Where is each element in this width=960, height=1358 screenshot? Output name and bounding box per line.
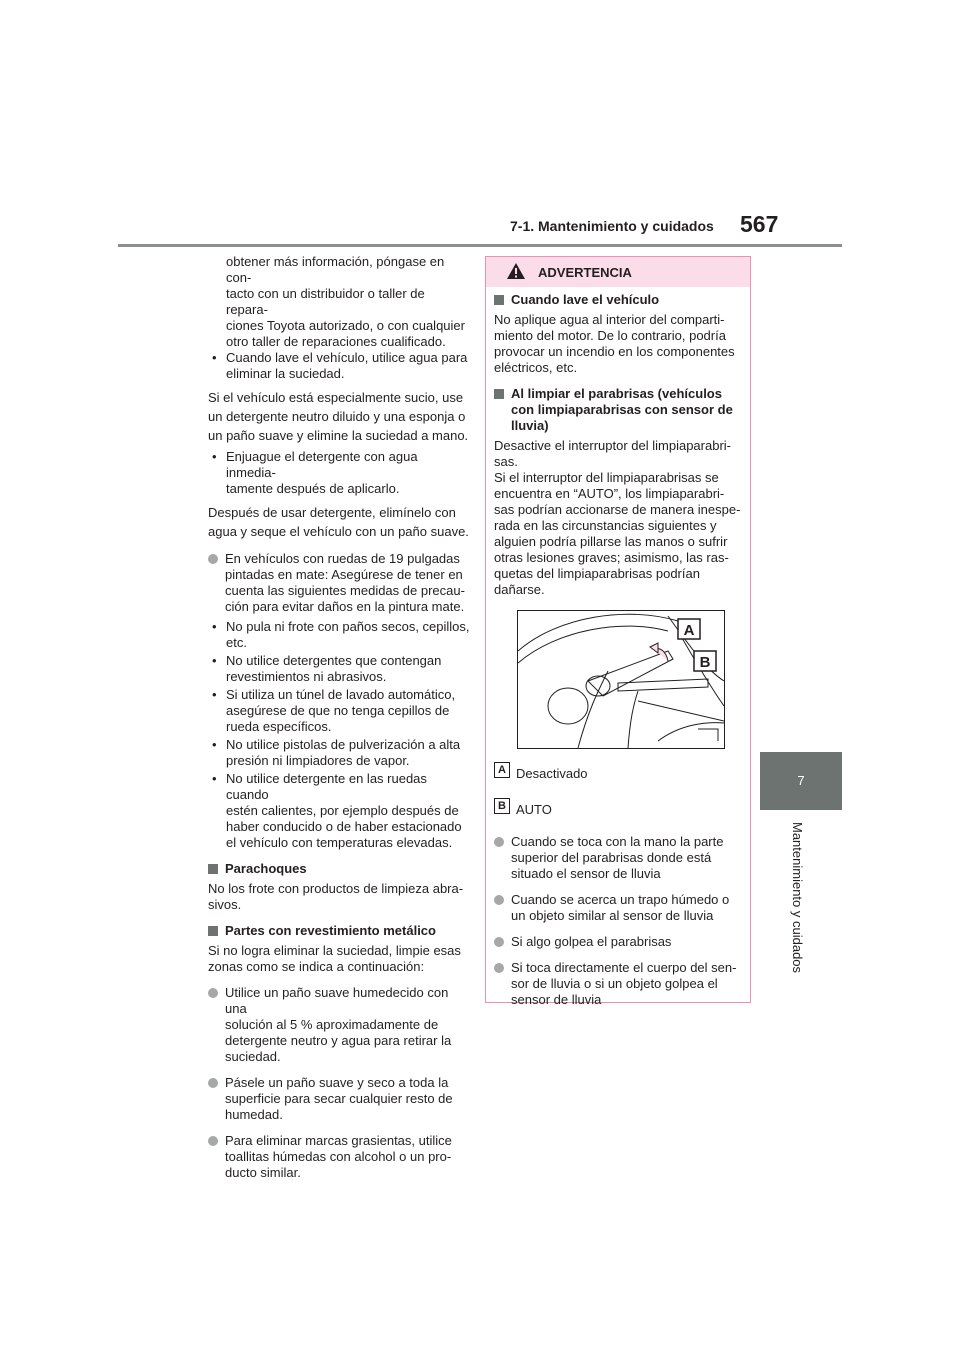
metal-dot: Para eliminar marcas grasientas, utilice toallitas húmedas con alcohol o un pro- ducto similar. <box>208 1133 470 1181</box>
left-column <box>208 254 470 1185</box>
warning-dot: Si algo golpea el parabrisas <box>494 934 742 950</box>
header-rule <box>118 244 842 247</box>
wiper-diagram <box>518 611 724 748</box>
wheel-bullet: • No pula ni frote con paños secos, cepillos, etc. <box>208 619 470 651</box>
wheel-bullet: • No utilice detergentes que contengan revestimientos ni abrasivos. <box>208 653 470 685</box>
callout-a: A <box>683 622 695 639</box>
warning-s2-text: Desactive el interruptor del limpiaparabri- sas. Si el interruptor del limpiaparabrisas se encuentra en “AUTO”, los limpiaparabri- sas podrían accionarse de manera inespe- rada en las circunstancias siguientes y alguien podría pillarse las manos o sufrir otras lesiones graves; asimismo, las ras- quetas del limpiaparabrisas podrían dañarse. <box>494 438 741 597</box>
callout-b: B <box>699 654 711 671</box>
wiper-lever-illustration <box>517 610 725 749</box>
warning-icon <box>506 262 526 280</box>
wheel-bullet: • Si utiliza un túnel de lavado automático, asegúrese de que no tenga cepillos de rueda específicos. <box>208 687 470 735</box>
warning-header <box>486 257 750 287</box>
para-after: Después de usar detergente, elimínelo con agua y seque el vehículo con un paño suave. <box>208 505 469 539</box>
bumpers-heading: Parachoques <box>208 861 470 877</box>
continued-text: obtener más información, póngase en con- tacto con un distribuidor o taller de repara- ciones Toyota autorizado, o con cualquier otro taller de reparaciones cualificado. <box>226 254 465 349</box>
warning-s2-heading: Al limpiar el parabrisas (vehículos con limpiaparabrisas con sensor de lluvia) <box>494 386 742 434</box>
metal-dot: Utilice un paño suave humedecido con una solución al 5 % aproximadamente de detergente neutro y agua para retirar la suciedad. <box>208 985 470 1065</box>
right-column <box>494 290 742 602</box>
warning-dot: Cuando se toca con la mano la parte superior del parabrisas donde está situado el sensor de lluvia <box>494 834 742 882</box>
metal-text: Si no logra eliminar la suciedad, limpie esas zonas como se indica a continuación: <box>208 943 461 974</box>
metal-dot: Pásele un paño suave y seco a toda la superficie para secar cualquier resto de humedad. <box>208 1075 470 1123</box>
dot-wheels: En vehículos con ruedas de 19 pulgadas pintadas en mate: Asegúrese de tener en cuenta las siguientes medidas de precau- ción para evitar daños en la pintura mate. <box>208 551 470 615</box>
warning-dot: Si toca directamente el cuerpo del sen- sor de lluvia o si un objeto golpea el sensor de lluvia <box>494 960 742 1008</box>
caption-a: A Desactivado <box>494 766 742 782</box>
warning-title: ADVERTENCIA <box>538 265 632 280</box>
bullet-wash: • Cuando lave el vehículo, utilice agua para eliminar la suciedad. <box>208 350 470 382</box>
warning-s1-heading: Cuando lave el vehículo <box>494 292 742 308</box>
chapter-label: Mantenimiento y cuidados <box>790 822 805 974</box>
metal-heading: Partes con revestimiento metálico <box>208 923 470 939</box>
wheel-bullet: • No utilice pistolas de pulverización a alta presión ni limpiadores de vapor. <box>208 737 470 769</box>
right-column-lower <box>494 760 742 1012</box>
label-a: A <box>494 762 510 778</box>
caption-b: B AUTO <box>494 802 742 818</box>
warning-dot: Cuando se acerca un trapo húmedo o un objeto similar al sensor de lluvia <box>494 892 742 924</box>
label-b: B <box>494 798 510 814</box>
section-title: 7-1. Mantenimiento y cuidados <box>510 218 714 234</box>
warning-s1-text: No aplique agua al interior del comparti- miento del motor. De lo contrario, podría provocar un incendio en los componentes eléctricos, etc. <box>494 312 735 375</box>
page-number: 567 <box>740 211 779 237</box>
wheel-bullet: • No utilice detergente en las ruedas cuando estén calientes, por ejemplo después de haber conducido o de haber estacionado el vehículo con temperaturas elevadas. <box>208 771 470 851</box>
chapter-tab: 7 <box>760 752 842 810</box>
bullet-rinse: • Enjuague el detergente con agua inmedia- tamente después de aplicarlo. <box>208 449 470 497</box>
bumpers-text: No los frote con productos de limpieza abra- sivos. <box>208 881 464 912</box>
para-dirty: Si el vehículo está especialmente sucio, use un detergente neutro diluido y una esponja o un paño suave y elimine la suciedad a mano. <box>208 390 469 443</box>
